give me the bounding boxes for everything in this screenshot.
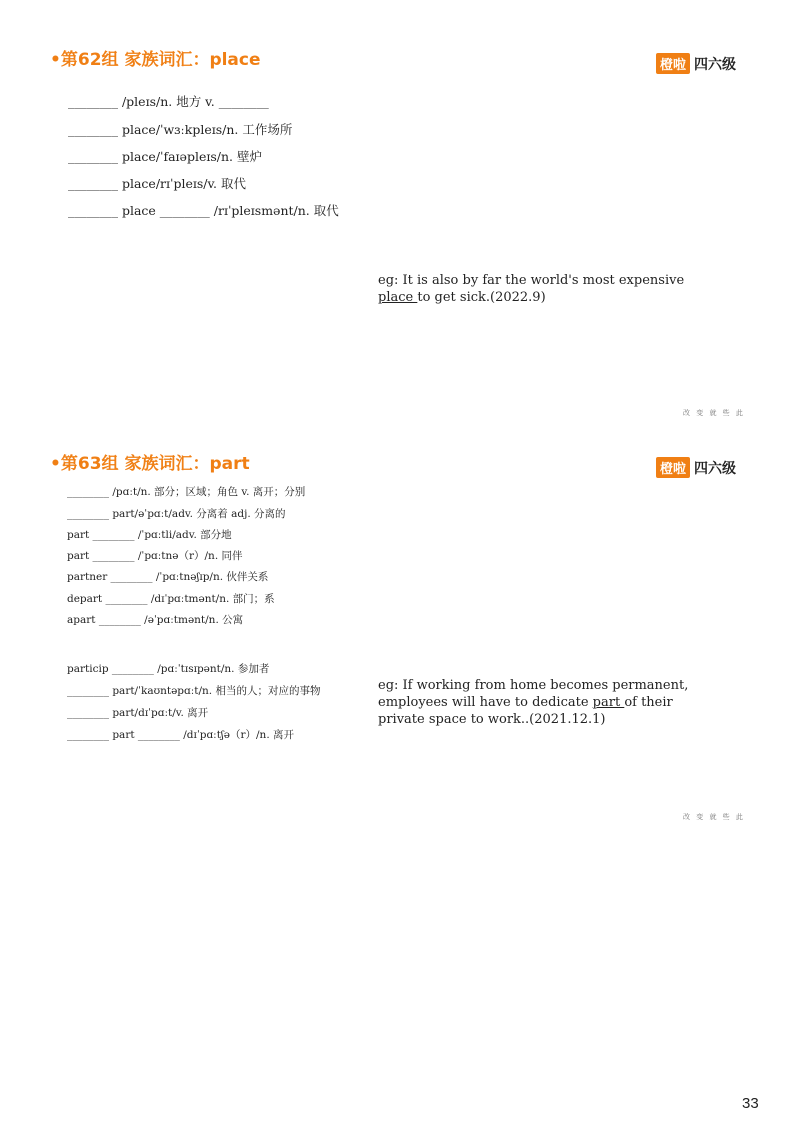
page-number: 33 (742, 1095, 759, 1112)
vocab-row: apart ________ /əˈpɑːtmənt/n. 公寓 (67, 614, 244, 626)
slogan-62: 改 变 就 些 此 (683, 409, 745, 417)
example-sentence-63: eg: If working from home becomes permanent, employees will have to dedicate part of their private space to work..(2021.12.1) (378, 678, 689, 727)
section-63-title: •第63组 家族词汇：part (50, 454, 250, 474)
vocab-row: depart ________ /dɪˈpɑːtmənt/n. 部门；系 (67, 593, 275, 605)
vocab-row: ________ part/ˈkaʊntəpɑːt/n. 相当的人；对应的事物 (67, 685, 321, 697)
vocab-row: ________ place/rɪˈpleɪs/v. 取代 (68, 176, 246, 191)
brand-logo-63 (656, 457, 736, 478)
vocab-row: ________ /pleɪs/n. 地方 v. ________ (68, 94, 269, 109)
brand-text: 四六级 (694, 460, 737, 477)
vocab-row: ________ part/dɪˈpɑːt/v. 离开 (67, 707, 209, 719)
example-sentence-62: eg: It is also by far the world's most expensive place to get sick.(2022.9) (378, 273, 685, 305)
brand-badge: 橙啦 (656, 457, 690, 478)
vocab-row: part ________ /ˈpɑːtli/adv. 部分地 (67, 529, 232, 541)
vocab-row: particip ________ /pɑːˈtɪsɪpənt/n. 参加者 (67, 663, 270, 675)
vocab-row: ________ place ________ /rɪˈpleɪsmənt/n. 取代 (68, 203, 339, 218)
brand-logo-62 (656, 53, 736, 74)
vocab-row: ________ place/ˈwɜːkpleɪs/n. 工作场所 (68, 122, 293, 137)
vocab-row: partner ________ /ˈpɑːtnəʃɪp/n. 伙伴关系 (67, 571, 269, 583)
brand-text: 四六级 (694, 56, 737, 73)
vocab-row: ________ part ________ /dɪˈpɑːtʃə（r）/n. 离开 (67, 729, 294, 741)
section-62-title: •第62组 家族词汇：place (50, 50, 261, 70)
underlined-word: part (592, 695, 625, 710)
vocab-row: ________ /pɑːt/n. 部分；区域；角色 v. 离开；分别 (67, 486, 306, 498)
vocab-row: part ________ /ˈpɑːtnə（r）/n. 同伴 (67, 550, 243, 562)
vocab-row: ________ place/ˈfaɪəpleɪs/n. 壁炉 (68, 149, 262, 164)
slogan-63: 改 变 就 些 此 (683, 813, 745, 821)
underlined-word: place (378, 290, 418, 305)
brand-badge: 橙啦 (656, 53, 690, 74)
vocab-row: ________ part/əˈpɑːt/adv. 分离着 adj. 分离的 (67, 508, 286, 520)
